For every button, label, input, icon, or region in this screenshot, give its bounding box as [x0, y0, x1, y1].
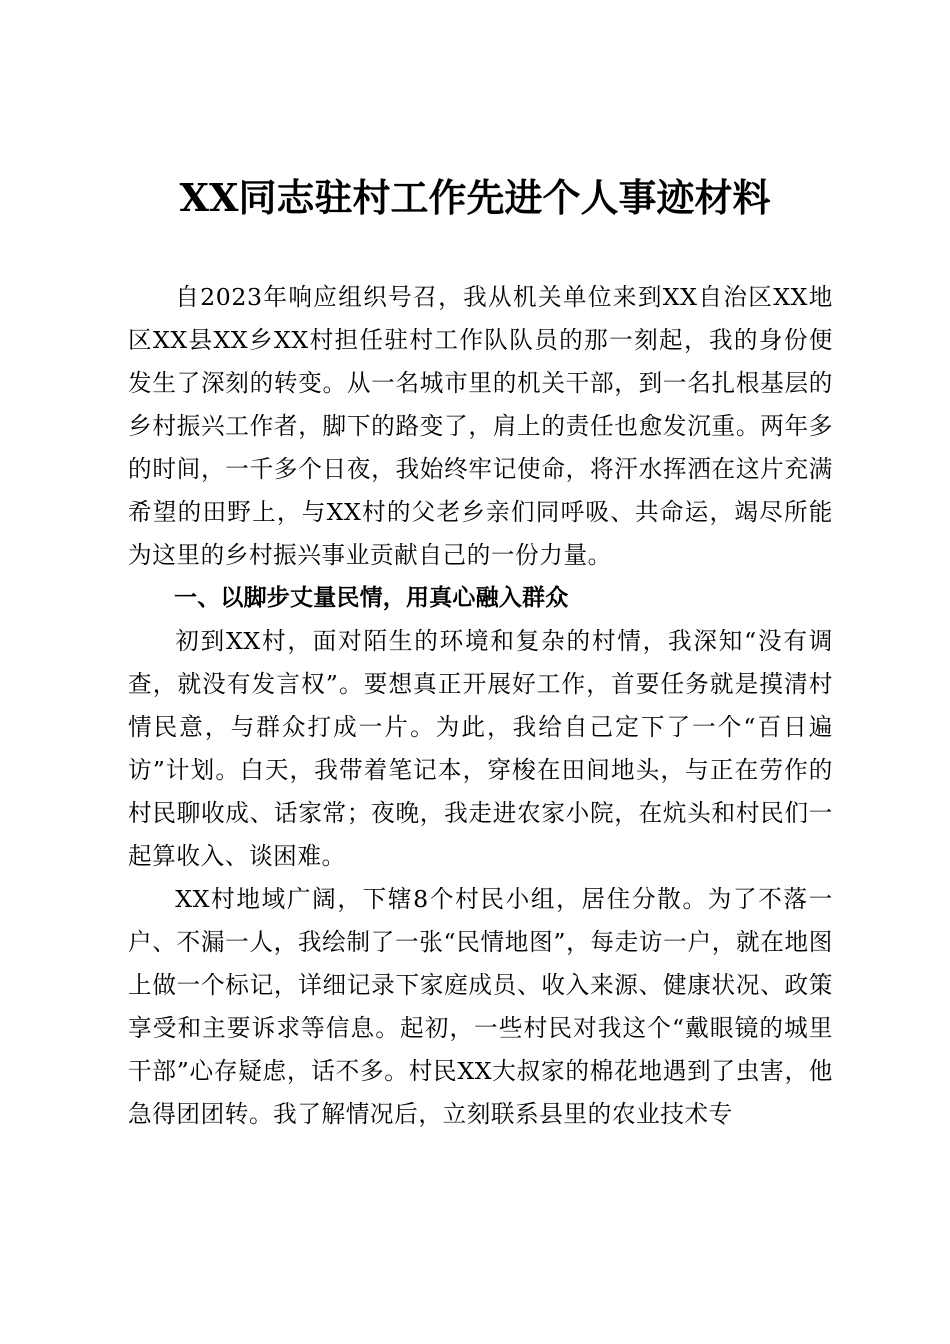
section-heading-1: 一、以脚步丈量民情，用真心融入群众: [174, 585, 569, 611]
document-body: [128, 276, 833, 1136]
document-title: XX同志驻村工作先进个人事迹材料: [179, 175, 771, 220]
section-1-paragraph-2: XX村地域广阔，下辖8个村民小组，居住分散。为了不落一户、不漏一人，我绘制了一张“民情地图”，每走访一户，就在地图上做一个标记，详细记录下家庭成员、收入来源、健康状况、政策享受和主要诉求等信息。起初，一些村民对我这个“戴眼镜的城里干部”心存疑虑，话不多。村民XX大叔家的棉花地遇到了虫害，他急得团团转。我了解情况后，立刻联系县里的农业技术专: [128, 885, 833, 1128]
section-1-paragraph-1: 初到XX村，面对陌生的环境和复杂的村情，我深知“没有调查，就没有发言权”。要想真正开展好工作，首要任务就是摸清村情民意，与群众打成一片。为此，我给自己定下了一个“百日遍访”计划。白天，我带着笔记本，穿梭在田间地头，与正在劳作的村民聊收成、话家常；夜晚，我走进农家小院，在炕头和村民们一起算收入、谈困难。: [128, 627, 833, 870]
intro-paragraph: 自2023年响应组织号召，我从机关单位来到XX自治区XX地区XX县XX乡XX村担任驻村工作队队员的那一刻起，我的身份便发生了深刻的转变。从一名城市里的机关干部，到一名扎根基层的乡村振兴工作者，脚下的路变了，肩上的责任也愈发沉重。两年多的时间，一千多个日夜，我始终牢记使命，将汗水挥洒在这片充满希望的田野上，与XX村的父老乡亲们同呼吸、共命运，竭尽所能为这里的乡村振兴事业贡献自己的一份力量。: [128, 283, 833, 569]
